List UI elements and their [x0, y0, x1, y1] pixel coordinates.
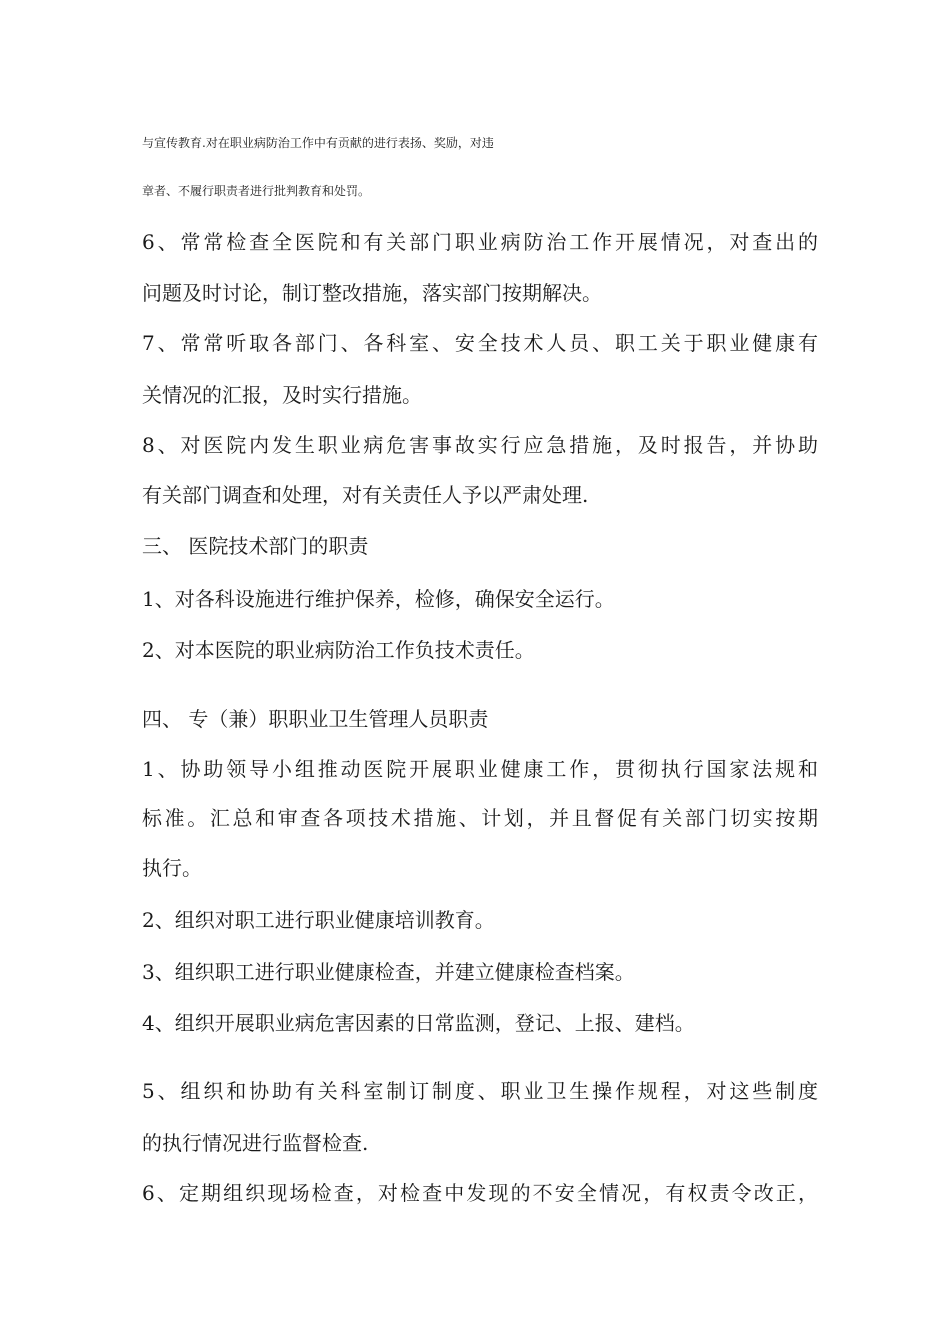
paragraph-line: 7、常常听取各部门、各科室、安全技术人员、职工关于职业健康有 [142, 331, 818, 355]
paragraph-line: 的执行情况进行监督检查. [142, 1131, 369, 1155]
paragraph-line: 与宣传教育.对在职业病防治工作中有贡献的进行表扬、奖励，对违 [142, 136, 494, 150]
paragraph-line: 4、组织开展职业病危害因素的日常监测，登记、上报、建档。 [142, 1011, 695, 1035]
section-heading: 四、 专（兼）职职业卫生管理人员职责 [142, 707, 489, 731]
paragraph-line: 6、定期组织现场检查，对检查中发现的不安全情况，有权责令改正， [142, 1181, 818, 1205]
paragraph-line: 问题及时讨论，制订整改措施，落实部门按期解决。 [142, 281, 602, 305]
paragraph-line: 执行。 [142, 856, 202, 880]
section-heading: 三、 医院技术部门的职责 [142, 534, 369, 558]
paragraph-line: 章者、不履行职责者进行批判教育和处罚。 [142, 184, 371, 198]
paragraph-line: 有关部门调查和处理，对有关责任人予以严肃处理. [142, 483, 589, 507]
paragraph-line: 2、组织对职工进行职业健康培训教育。 [142, 908, 495, 932]
paragraph-line: 5、组织和协助有关科室制订制度、职业卫生操作规程，对这些制度 [142, 1079, 818, 1103]
paragraph-line: 8、对医院内发生职业病危害事故实行应急措施，及时报告，并协助 [142, 433, 818, 457]
paragraph-line: 标准。汇总和审查各项技术措施、计划，并且督促有关部门切实按期 [142, 806, 818, 830]
paragraph-line: 1、协助领导小组推动医院开展职业健康工作，贯彻执行国家法规和 [142, 757, 818, 781]
paragraph-line: 2、对本医院的职业病防治工作负技术责任。 [142, 638, 535, 662]
paragraph-line: 3、组织职工进行职业健康检查，并建立健康检查档案。 [142, 960, 635, 984]
paragraph-line: 关情况的汇报，及时实行措施。 [142, 383, 422, 407]
paragraph-line: 6、常常检查全医院和有关部门职业病防治工作开展情况，对查出的 [142, 230, 818, 254]
paragraph-line: 1、对各科设施进行维护保养，检修，确保安全运行。 [142, 587, 615, 611]
